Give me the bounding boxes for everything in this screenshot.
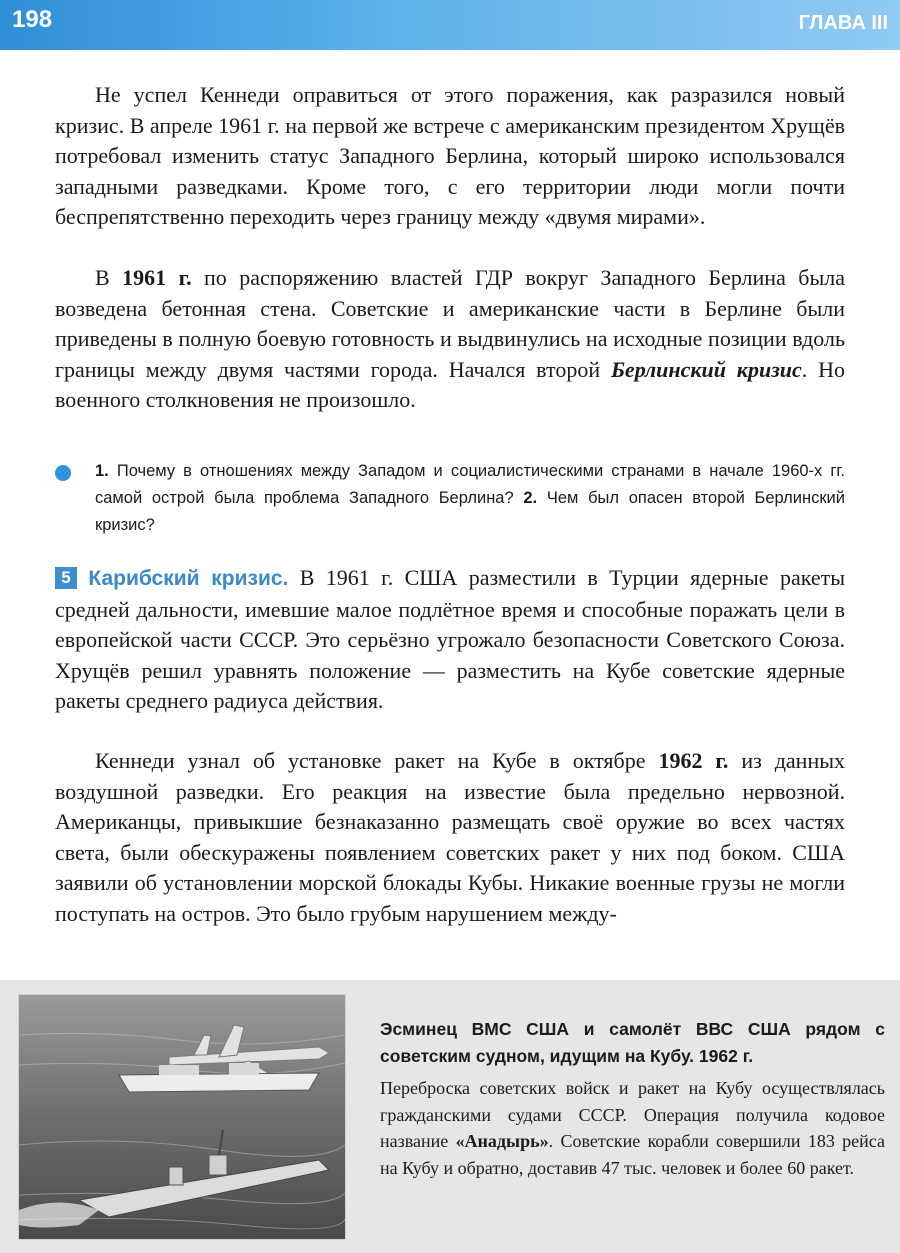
caption-title: Эсминец ВМС США и самолёт ВВС США рядом с советским судном, идущим на Кубу. 1962 г. [380,1019,885,1066]
section-number-badge: 5 [55,567,77,589]
ships-plane-illustration [19,995,345,1239]
bold-year-1962: 1962 г. [658,748,729,773]
section-title: Карибский кризис. [88,567,289,590]
questions-block [55,458,845,543]
bold-year-1961: 1961 г. [122,265,192,290]
operation-name: «Анадырь» [455,1131,549,1151]
paragraph-1: Не успел Кеннеди оправиться от этого поражения, как разразился новый кризис. В апреле 1961 г. на первой же встрече с американским президентом Хрущёв потребовал изменить статус Западного Берлина, который широко использовался западными разведками. Кроме того, с его территории люди могли почти беспрепятственно переходить через границу между «двумя мирами». [55,82,845,229]
italic-term: Берлинский кризис [610,356,802,382]
paragraph-2: В 1961 г. по распоряжению властей ГДР вокруг Западного Берлина была возведена бетонная стена. Советские и американские части в Берлине были приведены в полную боевую готовность и выдвинулись на исходные позиции вдоль границы между двумя частями города. Начался второй Берлинский кризис. Но военного столкновения не произошло. [55,265,845,412]
bullet-dot-icon [55,465,71,481]
chapter-label: ГЛАВА III [798,12,888,34]
historical-photo [18,994,346,1240]
paragraph-4: Кеннеди узнал об установке ракет на Кубе в октябре 1962 г. из данных воздушной разведки. Его реакция на известие была предельно нервозной. Американцы, привыкшие безнаказанно размещать своё оружие во всех частях света, были обескуражены появлением советских ракет у них под боком. США заявили об установлении морской блокады Кубы. Никакие военные грузы не могли поступать на остров. Это было грубым нарушением между- [55,748,845,926]
caption-body: Переброска советских войск и ракет на Кубу осуществлялась гражданскими судами СССР. Операция получила кодовое название «Анадырь». Советские корабли совершили 183 рейса на Кубу и обратно, доставив 47 тыс. человек и более 60 ракет. [380,1078,885,1178]
page-number: 198 [12,6,53,33]
page-header [0,0,900,50]
questions-text: 1. Почему в отношениях между Западом и социалистическими странами в начале 1960-х гг. самой острой была проблема Западного Берлина? 2. Чем был опасен второй Берлинский кризис? [95,462,845,534]
section-5-paragraph: 5 Карибский кризис. В 1961 г. США разместили в Турции ядерные ракеты средней дальности, имевшие малое подлётное время и способные поражать цели в европейской части СССР. Это серьёзно угрожало безопасности Советского Союза. Хрущёв решил уравнять положение — разместить на Кубе советские ядерные ракеты среднего радиуса действия. [55,565,846,713]
photo-caption-box [0,980,900,1253]
